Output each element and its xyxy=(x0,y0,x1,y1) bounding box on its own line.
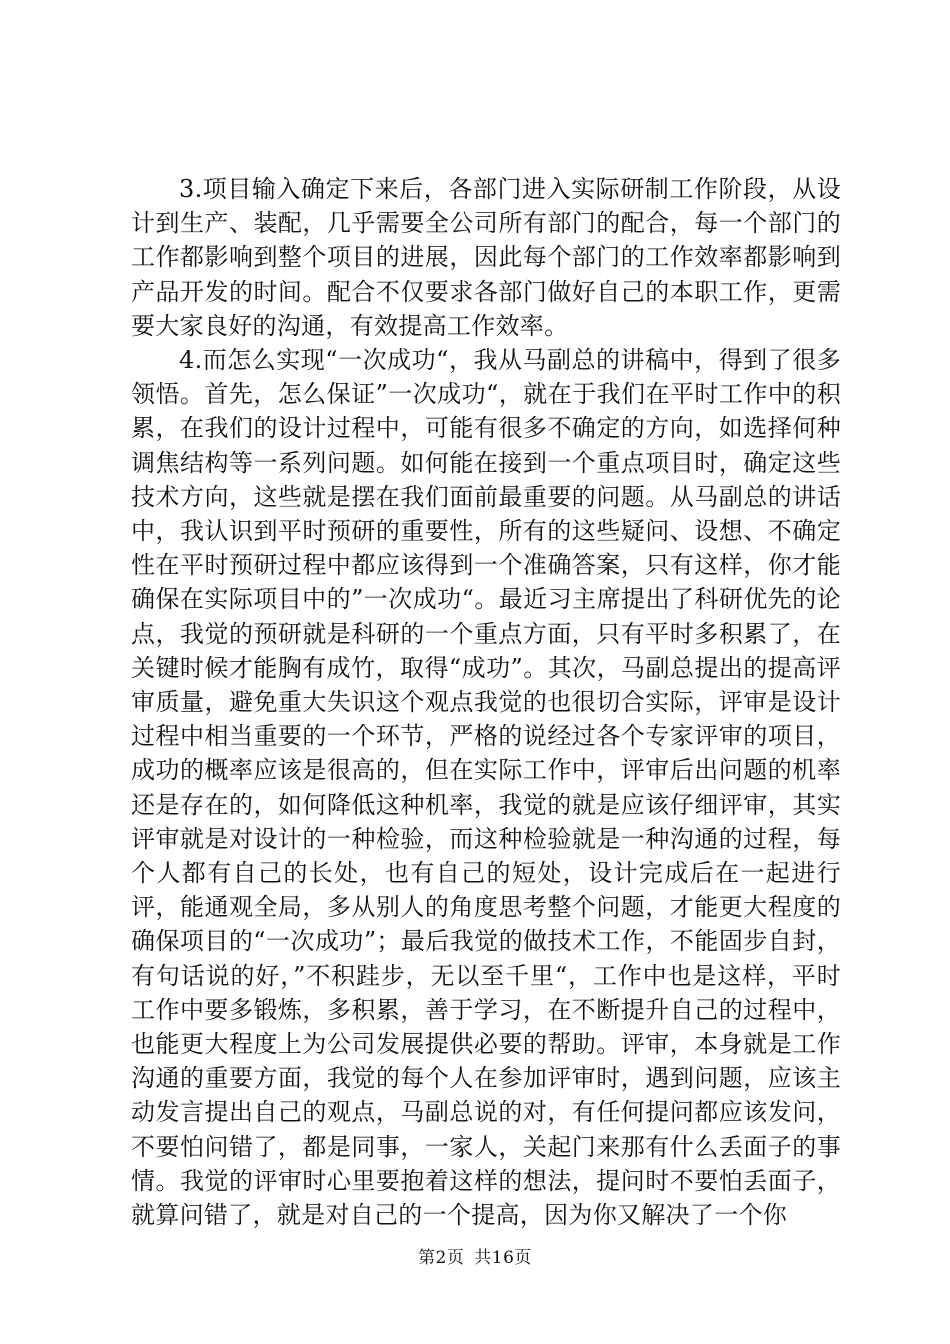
document-body xyxy=(131,172,841,1232)
paragraph-4: 4.而怎么实现“一次成功“，我从马副总的讲稿中，得到了很多领悟。首先，怎么保证”一次成功“，就在于我们在平时工作中的积累，在我们的设计过程中，可能有很多不确定的方向，如选择何种调焦结构等一系列问题。如何能在接到一个重点项目时，确定这些技术方向，这些就是摆在我们面前最重要的问题。从马副总的讲话中，我认识到平时预研的重要性，所有的这些疑问、设想、不确定性在平时预研过程中都应该得到一个准确答案，只有这样，你才能确保在实际项目中的”一次成功“。最近习主席提出了科研优先的论点，我觉的预研就是科研的一个重点方面，只有平时多积累了，在关键时候才能胸有成竹，取得“成功”。其次，马副总提出的提高评审质量，避免重大失识这个观点我觉的也很切合实际，评审是设计过程中相当重要的一个环节，严格的说经过各个专家评审的项目，成功的概率应该是很高的，但在实际工作中，评审后出问题的机率还是存在的，如何降低这种机率，我觉的就是应该仔细评审，其实评审就是对设计的一种检验，而这种检验就是一种沟通的过程，每个人都有自己的长处，也有自己的短处，设计完成后在一起进行评，能通观全局，多从别人的角度思考整个问题，才能更大程度的确保项目的“一次成功”；最后我觉的做技术工作，不能固步自封，有句话说的好，”不积跬步，无以至千里“，工作中也是这样，平时工作中要多锻炼，多积累，善于学习，在不断提升自己的过程中，也能更大程度上为公司发展提供必要的帮助。评审，本身就是工作沟通的重要方面，我觉的每个人在参加评审时，遇到问题，应该主动发言提出自己的观点，马副总说的对，有任何提问都应该发问，不要怕问错了，都是同事，一家人，关起门来那有什么丢面子的事情。我觉的评审时心里要抱着这样的想法，提问时不要怕丢面子，就算问错了，就是对自己的一个提高，因为你又解决了一个你 xyxy=(131,346,841,1230)
paragraph-3: 3.项目输入确定下来后，各部门进入实际研制工作阶段，从设计到生产、装配，几乎需要全公司所有部门的配合，每一个部门的工作都影响到整个项目的进展，因此每个部门的工作效率都影响到产品开发的时间。配合不仅要求各部门做好自己的本职工作，更需要大家良好的沟通，有效提高工作效率。 xyxy=(131,175,841,340)
page-footer xyxy=(0,1243,950,1268)
page-number: 第2页 xyxy=(418,1248,465,1268)
page-total: 共16页 xyxy=(474,1248,532,1268)
